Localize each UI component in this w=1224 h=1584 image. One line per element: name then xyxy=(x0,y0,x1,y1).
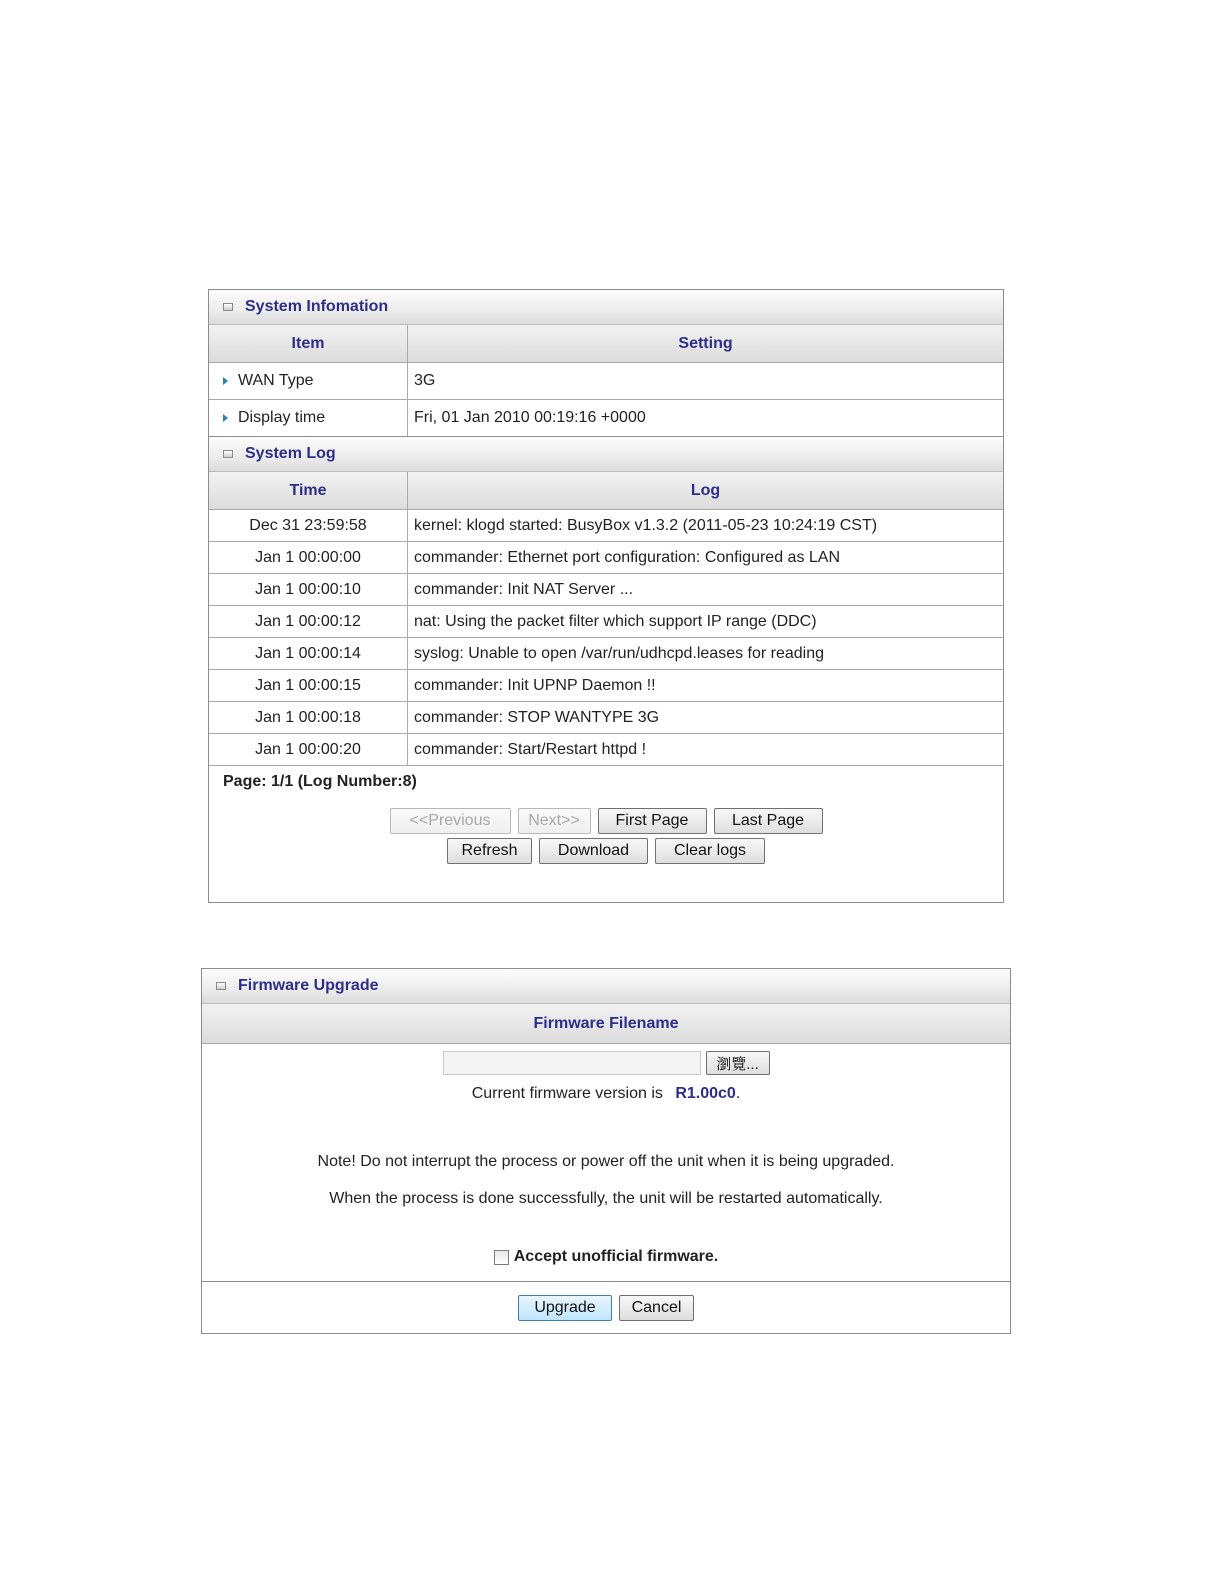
firmware-filename-header: Firmware Filename xyxy=(202,1004,1010,1044)
accept-unofficial-label[interactable]: Accept unofficial firmware. xyxy=(513,1248,719,1265)
next-button[interactable]: Next>> xyxy=(518,808,591,834)
first-page-button[interactable]: First Page xyxy=(598,808,707,834)
system-log-title xyxy=(209,437,1003,472)
log-message: kernel: klogd started: BusyBox v1.3.2 (2011-05-23 10:24:19 CST) xyxy=(414,516,878,534)
triangle-right-icon xyxy=(223,414,228,422)
refresh-button[interactable]: Refresh xyxy=(447,838,532,864)
system-log-header-row xyxy=(209,472,1003,510)
log-row xyxy=(209,702,1003,734)
log-row xyxy=(209,734,1003,766)
log-time: Jan 1 00:00:00 xyxy=(209,542,408,573)
wan-type-value: 3G xyxy=(414,372,436,389)
system-panel xyxy=(208,289,1004,903)
log-time: Jan 1 00:00:20 xyxy=(209,734,408,765)
system-info-header-row xyxy=(209,325,1003,363)
display-time-value: Fri, 01 Jan 2010 00:19:16 +0000 xyxy=(414,409,646,426)
log-action-buttons xyxy=(209,838,1003,864)
log-row xyxy=(209,574,1003,606)
info-row-display-time xyxy=(209,400,1003,437)
log-time: Dec 31 23:59:58 xyxy=(209,510,408,541)
time-column-header: Time xyxy=(209,472,408,509)
display-time-label: Display time xyxy=(238,409,326,426)
file-select-row xyxy=(202,1051,1010,1075)
firmware-title xyxy=(202,969,1010,1004)
section-box-icon xyxy=(216,982,226,990)
log-message: nat: Using the packet filter which support IP range (DDC) xyxy=(414,612,817,630)
log-message: commander: Init NAT Server ... xyxy=(414,580,634,598)
firmware-footer xyxy=(202,1281,1010,1333)
log-time: Jan 1 00:00:12 xyxy=(209,606,408,637)
clear-logs-button[interactable]: Clear logs xyxy=(655,838,765,864)
info-label-cell xyxy=(209,363,408,399)
download-button[interactable]: Download xyxy=(539,838,648,864)
log-row xyxy=(209,510,1003,542)
firmware-version-prefix: Current firmware version is xyxy=(471,1085,663,1102)
section-box-icon xyxy=(223,303,233,311)
firmware-version-line xyxy=(202,1085,1010,1103)
log-time: Jan 1 00:00:14 xyxy=(209,638,408,669)
upgrade-note-1: Note! Do not interrupt the process or power off the unit when it is being upgraded. xyxy=(317,1153,895,1170)
firmware-file-input[interactable] xyxy=(443,1051,701,1075)
section-box-icon xyxy=(223,450,233,458)
page-info: Page: 1/1 (Log Number:8) xyxy=(223,773,417,790)
log-message: commander: STOP WANTYPE 3G xyxy=(414,708,660,726)
info-row-wan-type xyxy=(209,363,1003,400)
log-time: Jan 1 00:00:18 xyxy=(209,702,408,733)
firmware-panel xyxy=(201,968,1011,1334)
log-row xyxy=(209,638,1003,670)
log-row xyxy=(209,542,1003,574)
setting-column-header: Setting xyxy=(678,334,733,352)
log-message: syslog: Unable to open /var/run/udhcpd.leases for reading xyxy=(414,644,825,662)
log-column-header: Log xyxy=(690,481,721,499)
previous-button[interactable]: <<Previous xyxy=(390,808,511,834)
system-log-title-text: System Log xyxy=(245,445,336,462)
wan-type-label: WAN Type xyxy=(238,372,314,389)
cancel-button[interactable]: Cancel xyxy=(619,1295,694,1321)
upgrade-button[interactable]: Upgrade xyxy=(518,1295,612,1321)
log-message: commander: Ethernet port configuration: Configured as LAN xyxy=(414,548,841,566)
log-time: Jan 1 00:00:10 xyxy=(209,574,408,605)
browse-button[interactable]: 瀏覽... xyxy=(706,1051,770,1075)
log-time: Jan 1 00:00:15 xyxy=(209,670,408,701)
log-message: commander: Init UPNP Daemon !! xyxy=(414,676,656,694)
checkbox-icon[interactable] xyxy=(494,1250,509,1265)
item-column-header: Item xyxy=(209,325,408,362)
last-page-button[interactable]: Last Page xyxy=(714,808,823,834)
log-row xyxy=(209,606,1003,638)
upgrade-note-2: When the process is done successfully, the unit will be restarted automatically. xyxy=(329,1190,883,1207)
pagination-buttons xyxy=(209,808,1003,834)
accept-unofficial-row xyxy=(202,1248,1010,1266)
firmware-version-suffix: . xyxy=(735,1085,741,1102)
info-label-cell xyxy=(209,400,408,436)
log-message: commander: Start/Restart httpd ! xyxy=(414,740,647,758)
firmware-version: R1.00c0 xyxy=(675,1085,736,1102)
triangle-right-icon xyxy=(223,377,228,385)
system-info-title xyxy=(209,290,1003,325)
firmware-title-text: Firmware Upgrade xyxy=(238,977,379,994)
log-row xyxy=(209,670,1003,702)
system-info-title-text: System Infomation xyxy=(245,298,389,315)
